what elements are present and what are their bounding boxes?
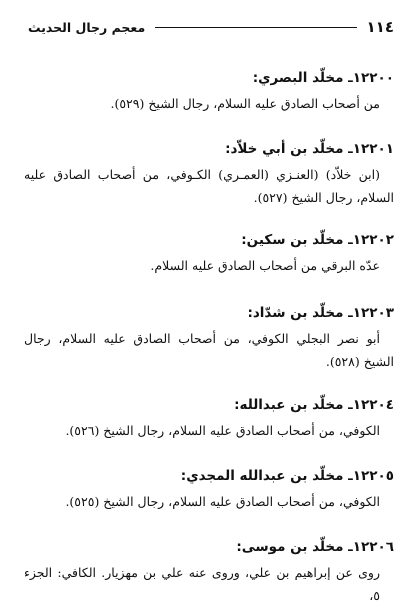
entry-body: عدّه البرقي من أصحاب الصادق عليه السلام. [150,258,380,273]
entry-12205 [24,466,394,513]
entry-12202 [24,230,394,277]
entry-body: الكوفي، من أصحاب الصادق عليه السلام، رجال الشيخ (٥٢٥). [65,494,380,509]
entry-heading: ١٢٢٠٢ـ مخلّد بن سكين: [241,232,394,248]
entry-12204 [24,395,394,442]
entry-body: أبو نصر البجلي الكوفي، من أصحاب الصادق عليه السلام، رجال الشيخ (٥٢٨). [24,331,394,369]
entry-12203 [24,303,394,373]
page-header [28,16,394,38]
entry-12200 [24,68,394,115]
entry-body: الكوفي، من أصحاب الصادق عليه السلام، رجال الشيخ (٥٢٦). [65,423,380,438]
entry-list [24,68,394,607]
entry-heading: ١٢٢٠٣ـ مخلّد بن شدّاد: [247,305,394,321]
entry-heading: ١٢٢٠٦ـ مخلّد بن موسى: [236,539,394,555]
entry-heading: ١٢٢٠٤ـ مخلّد بن عبدالله: [234,397,394,413]
header-rule [155,27,356,28]
entry-heading: ١٢٢٠١ـ مخلّد بن أبي خلاّد: [225,141,394,157]
entry-heading: ١٢٢٠٠ـ مخلّد البصري: [252,70,394,86]
page-number: ١١٤ [366,18,394,36]
entry-12201 [24,139,394,209]
entry-heading: ١٢٢٠٥ـ مخلّد بن عبدالله المجدي: [180,468,394,484]
entry-body: (ابن خلاّد) (العنـزي (العمـري) الكـوفي، من أصحاب الصادق عليه السلام، رجال الشيخ (٥٢٧). [24,167,394,205]
book-title: معجم رجال الحديث [28,19,146,35]
entry-body: روى عن إبراهيم بن علي، وروى عنه علي بن مهزيار. الكافي: الجزء ٥، [24,565,381,603]
entry-12206 [24,537,394,607]
entry-body: من أصحاب الصادق عليه السلام، رجال الشيخ (٥٢٩). [110,96,380,111]
